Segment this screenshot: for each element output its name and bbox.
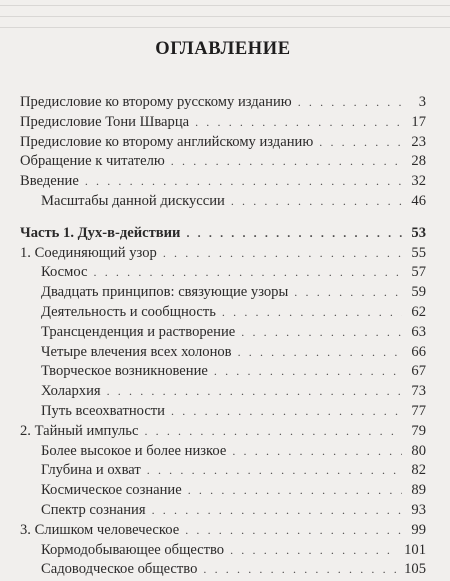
toc-entry-label: Предисловие ко второму английскому изданию	[20, 133, 314, 150]
toc-entry-label: Предисловие ко второму русскому изданию	[20, 94, 292, 110]
toc-entry[interactable]	[20, 264, 426, 284]
toc-entry[interactable]	[20, 542, 426, 562]
toc-entry-label: Холархия	[41, 383, 101, 400]
toc-entry-label: Космическое сознание	[41, 482, 182, 499]
toc-leader-dots	[238, 345, 402, 360]
toc-page-number: 93	[411, 501, 426, 518]
toc-entry-label: Введение	[20, 173, 79, 190]
toc-entry[interactable]	[20, 363, 426, 383]
toc-entry[interactable]	[20, 304, 426, 324]
toc-leader-dots	[241, 325, 402, 340]
toc-leader-dots	[319, 135, 402, 150]
toc-page-number: 62	[411, 303, 426, 320]
toc-entry[interactable]	[20, 561, 426, 581]
toc-entry-label: Кормодобывающее общество	[41, 541, 225, 558]
toc-page-number: 17	[411, 113, 426, 130]
toc-entry-label: Творческое возникновение	[41, 363, 208, 380]
toc-entry-label: Предисловие Тони Шварца	[20, 113, 190, 130]
toc-entry[interactable]	[20, 423, 426, 443]
toc-page-number: 89	[411, 482, 426, 499]
toc-leader-dots	[152, 503, 402, 518]
toc-part-heading[interactable]	[20, 225, 426, 245]
toc-entry-label: 1. Соединяющий узор	[20, 244, 157, 261]
toc-leader-dots	[298, 95, 402, 110]
toc-page-number: 101	[404, 541, 426, 558]
toc-entry-label: Двадцать принципов: связующие узоры	[41, 284, 289, 301]
toc-entry-label: Спектр сознания	[41, 501, 146, 518]
toc-leader-dots	[171, 404, 402, 419]
toc-entry[interactable]	[20, 383, 426, 403]
toc-leader-dots	[94, 265, 402, 280]
toc-entry-label: Путь всеохватности	[41, 402, 165, 419]
toc-entry-label: Более высокое и более низкое	[41, 442, 227, 459]
toc-page-number: 23	[411, 133, 426, 150]
toc-entry-label: Космос	[41, 264, 88, 281]
toc-leader-dots	[294, 285, 402, 300]
toc-leader-dots	[232, 444, 402, 459]
toc-entry[interactable]	[20, 245, 426, 265]
toc-entry[interactable]	[20, 173, 426, 193]
toc-leader-dots	[144, 424, 402, 439]
toc-entry-label: 3. Слишком человеческое	[20, 521, 180, 538]
toc-entry-label: Глубина и охват	[41, 462, 141, 479]
toc-entry-label: Масштабы данной дискуссии	[41, 192, 225, 209]
toc-entry[interactable]	[20, 482, 426, 502]
toc-leader-dots	[107, 384, 402, 399]
toc-entry[interactable]	[20, 344, 426, 364]
bleed-through-text	[0, 0, 450, 34]
toc-list	[20, 94, 426, 581]
toc-page-number: 57	[411, 264, 426, 281]
toc-page-number: 53	[411, 224, 426, 241]
toc-leader-dots	[85, 174, 402, 189]
toc-page-number: 55	[411, 244, 426, 261]
toc-leader-dots	[163, 246, 402, 261]
toc-entry[interactable]	[20, 403, 426, 423]
toc-page-number: 63	[411, 323, 426, 340]
toc-leader-dots	[147, 463, 402, 478]
toc-entry-label: Четыре влечения всех холонов	[41, 343, 232, 360]
toc-entry-label: Трансценденция и растворение	[41, 323, 236, 340]
toc-leader-dots	[231, 194, 402, 209]
toc-page-number: 3	[418, 94, 426, 110]
toc-entry[interactable]	[20, 324, 426, 344]
toc-page-number: 77	[411, 402, 426, 419]
toc-entry[interactable]	[20, 462, 426, 482]
toc-page-number: 105	[404, 561, 426, 578]
toc-entry[interactable]	[20, 134, 426, 154]
toc-entry[interactable]	[20, 193, 426, 213]
front-matter-section	[20, 94, 426, 213]
toc-entry[interactable]	[20, 443, 426, 463]
toc-entry[interactable]	[20, 522, 426, 542]
toc-leader-dots	[171, 154, 402, 169]
toc-leader-dots	[214, 364, 402, 379]
toc-entry[interactable]	[20, 153, 426, 173]
toc-page-number: 32	[411, 173, 426, 190]
chapters-section	[20, 245, 426, 581]
toc-entry[interactable]	[20, 94, 426, 114]
toc-page-number: 66	[411, 343, 426, 360]
toc-page-number: 73	[411, 383, 426, 400]
toc-entry[interactable]	[20, 284, 426, 304]
page-title: ОГЛАВЛЕНИЕ	[155, 39, 291, 59]
toc-page-number: 79	[411, 422, 426, 439]
toc-leader-dots	[188, 483, 402, 498]
toc-page-number: 99	[411, 521, 426, 538]
toc-entry-label: Часть 1. Дух-в-действии	[20, 224, 181, 241]
toc-leader-dots	[230, 543, 398, 558]
toc-entry-label: Садоводческое общество	[41, 561, 198, 578]
toc-page-number: 82	[411, 462, 426, 479]
toc-leader-dots	[203, 562, 398, 577]
toc-entry-label: 2. Тайный импульс	[20, 422, 139, 439]
section-gap	[20, 213, 426, 225]
toc-page-number: 28	[411, 153, 426, 170]
toc-entry-label: Деятельность и сообщность	[41, 303, 216, 320]
toc-page-number: 46	[411, 192, 426, 209]
toc-entry[interactable]	[20, 114, 426, 134]
toc-page-number: 59	[411, 284, 426, 301]
toc-entry[interactable]	[20, 502, 426, 522]
toc-page-number: 67	[411, 363, 426, 380]
toc-leader-dots	[222, 305, 402, 320]
toc-leader-dots	[186, 226, 402, 241]
toc-entry-label: Обращение к читателю	[20, 153, 165, 170]
toc-page-number: 80	[411, 442, 426, 459]
toc-leader-dots	[185, 523, 402, 538]
toc-leader-dots	[195, 115, 402, 130]
